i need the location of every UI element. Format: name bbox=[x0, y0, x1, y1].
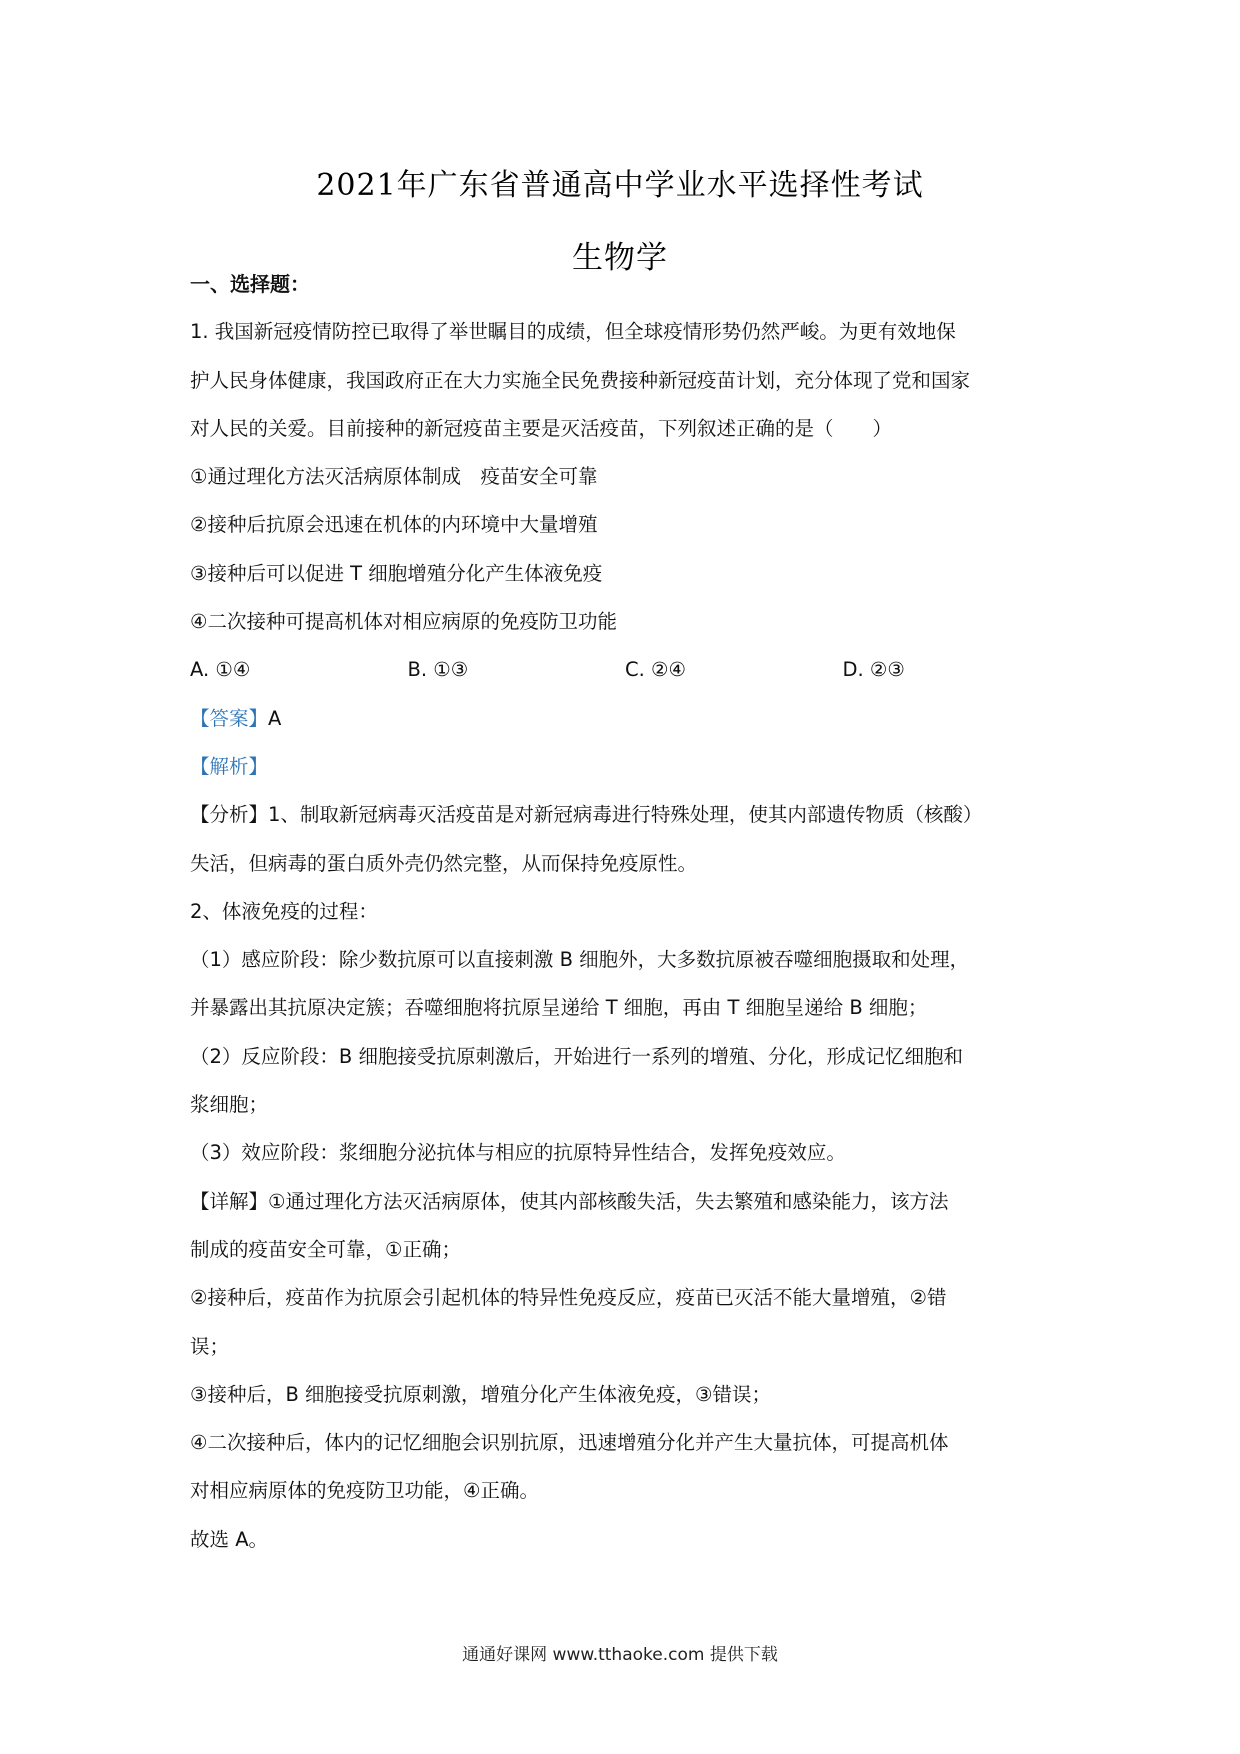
analysis-line: 误； bbox=[190, 1334, 230, 1358]
statement-list bbox=[190, 453, 1060, 646]
answer-value: A bbox=[268, 706, 282, 730]
option-b: B. ①③ bbox=[407, 658, 469, 682]
page-footer: 通通好课网 www.tthaoke.com 提供下载 bbox=[462, 1645, 778, 1665]
analysis-line: 【分析】1、制取新冠病毒灭活疫苗是对新冠病毒进行特殊处理，使其内部遗传物质（核酸） bbox=[190, 803, 983, 827]
analysis-line: 【详解】①通过理化方法灭活病原体，使其内部核酸失活，失去繁殖和感染能力，该方法 bbox=[190, 1189, 949, 1213]
statement-item: ③接种后可以促进 T 细胞增殖分化产生体液免疫 bbox=[190, 561, 603, 585]
analysis-line: 并暴露出其抗原决定簇；吞噬细胞将抗原呈递给 T 细胞，再由 T 细胞呈递给 B 细胞； bbox=[190, 996, 928, 1020]
option-a: A. ①④ bbox=[190, 658, 251, 682]
stem-line: 对人民的关爱。目前接种的新冠疫苗主要是灭活疫苗，下列叙述正确的是（ ） bbox=[190, 416, 893, 440]
analysis-label: 【解析】 bbox=[190, 754, 269, 778]
subject-title: 生物学 bbox=[572, 240, 668, 276]
exam-title: 2021年广东省普通高中学业水平选择性考试 bbox=[316, 168, 924, 203]
analysis-line: （1）感应阶段：除少数抗原可以直接刺激 B 细胞外，大多数抗原被吞噬细胞摄取和处理， bbox=[190, 948, 970, 972]
analysis-line: 制成的疫苗安全可靠，①正确； bbox=[190, 1237, 461, 1261]
analysis-line: 对相应病原体的免疫防卫功能，④正确。 bbox=[190, 1479, 539, 1503]
analysis-line: ③接种后，B 细胞接受抗原刺激，增殖分化产生体液免疫，③错误； bbox=[190, 1382, 772, 1406]
answer-label: 【答案】 bbox=[190, 706, 269, 730]
page-content bbox=[190, 260, 1060, 1564]
section-heading: 一、选择题： bbox=[190, 272, 310, 296]
option-d: D. ②③ bbox=[842, 658, 905, 682]
analysis-body bbox=[190, 791, 1060, 1564]
option-c: C. ②④ bbox=[625, 658, 686, 682]
answer-line bbox=[190, 695, 1060, 743]
stem-line: 护人民身体健康，我国政府正在大力实施全民免费接种新冠疫苗计划，充分体现了党和国家 bbox=[190, 368, 971, 392]
analysis-line: ④二次接种后，体内的记忆细胞会识别抗原，迅速增殖分化并产生大量抗体，可提高机体 bbox=[190, 1431, 949, 1455]
analysis-line: 失活，但病毒的蛋白质外壳仍然完整，从而保持免疫原性。 bbox=[190, 851, 698, 875]
analysis-line: （3）效应阶段：浆细胞分泌抗体与相应的抗原特异性结合，发挥免疫效应。 bbox=[190, 1141, 846, 1165]
stem-line: 1. 我国新冠疫情防控已取得了举世瞩目的成绩，但全球疫情形势仍然严峻。为更有效地保 bbox=[190, 320, 956, 344]
answer-options bbox=[190, 646, 1060, 694]
analysis-line: 浆细胞； bbox=[190, 1093, 269, 1117]
question-stem bbox=[190, 308, 1060, 453]
statement-item: ④二次接种可提高机体对相应病原的免疫防卫功能 bbox=[190, 610, 617, 634]
statement-item: ①通过理化方法灭活病原体制成 疫苗安全可靠 bbox=[190, 465, 598, 489]
analysis-line: 故选 A。 bbox=[190, 1527, 269, 1551]
statement-item: ②接种后抗原会迅速在机体的内环境中大量增殖 bbox=[190, 513, 598, 537]
analysis-line: 2、体液免疫的过程： bbox=[190, 899, 378, 923]
analysis-line: （2）反应阶段：B 细胞接受抗原刺激后，开始进行一系列的增殖、分化，形成记忆细胞和 bbox=[190, 1044, 963, 1068]
analysis-line: ②接种后，疫苗作为抗原会引起机体的特异性免疫反应，疫苗已灭活不能大量增殖，②错 bbox=[190, 1286, 947, 1310]
